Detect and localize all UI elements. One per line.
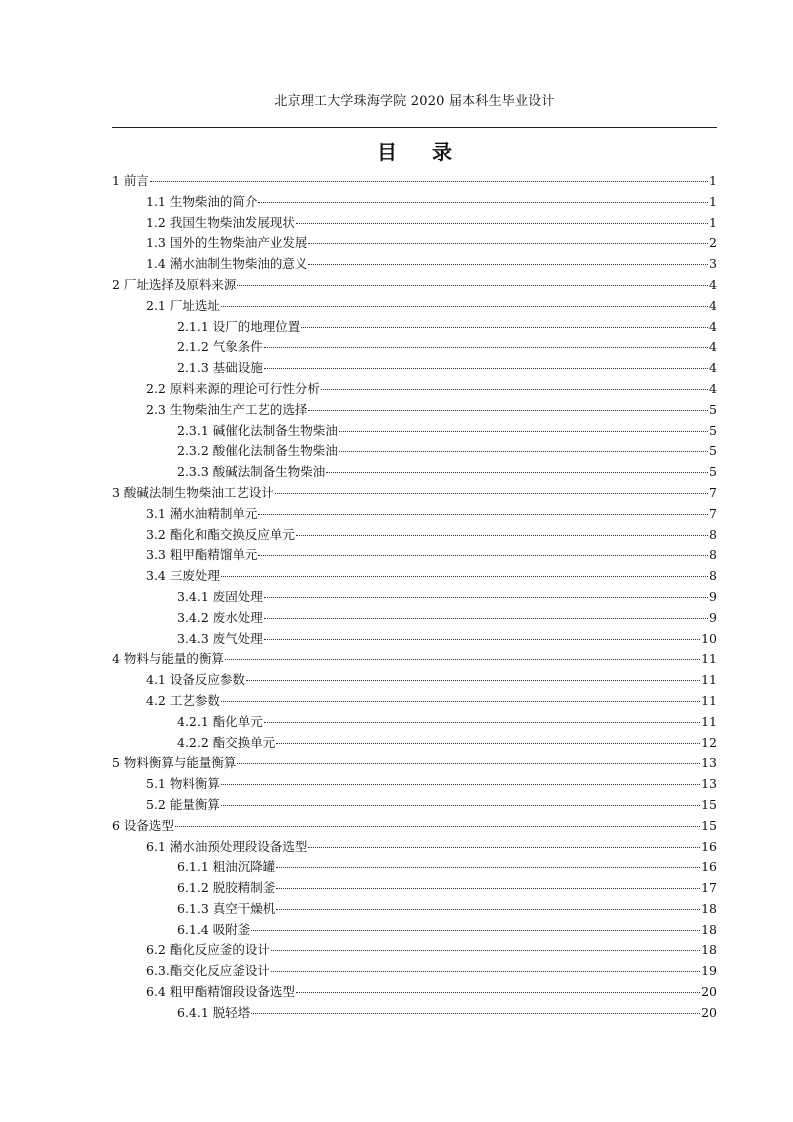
- toc-dot-leader: [276, 888, 700, 889]
- toc-entry-page: 3: [709, 256, 717, 272]
- table-of-contents: [112, 171, 717, 1024]
- toc-entry[interactable]: [112, 525, 717, 546]
- toc-entry[interactable]: [112, 566, 717, 587]
- toc-entry-page: 12: [701, 734, 717, 750]
- toc-entry-page: 11: [701, 713, 717, 729]
- toc-entry-label: 6.4.1 脱轻塔: [177, 1004, 251, 1020]
- toc-dot-leader: [258, 514, 708, 515]
- toc-entry-label: 6.1.1 粗油沉降罐: [177, 859, 276, 875]
- toc-entry-page: 5: [709, 464, 717, 480]
- toc-dot-leader: [308, 847, 700, 848]
- toc-entry-label: 6.1.2 脱胶精制釜: [177, 880, 276, 896]
- toc-dot-leader: [308, 243, 708, 244]
- toc-entry-page: 18: [701, 942, 717, 958]
- toc-entry-page: 8: [709, 526, 717, 542]
- toc-entry[interactable]: [112, 816, 717, 837]
- toc-entry[interactable]: [112, 171, 717, 192]
- toc-entry[interactable]: [112, 961, 717, 982]
- toc-dot-leader: [308, 410, 708, 411]
- toc-entry-page: 9: [709, 609, 717, 625]
- toc-dot-leader: [258, 555, 708, 556]
- toc-dot-leader: [301, 327, 708, 328]
- toc-dot-leader: [264, 347, 708, 348]
- toc-entry-page: 4: [709, 360, 717, 376]
- toc-entry[interactable]: [112, 670, 717, 691]
- toc-entry[interactable]: [112, 254, 717, 275]
- toc-dot-leader: [339, 431, 708, 432]
- toc-entry-label: 2.3.1 碱催化法制备生物柴油: [177, 422, 338, 438]
- toc-entry-page: 5: [709, 401, 717, 417]
- toc-entry-label: 6.4 粗甲酯精馏段设备选型: [146, 984, 295, 1000]
- toc-entry-label: 4.2 工艺参数: [146, 692, 220, 708]
- toc-entry-page: 16: [701, 838, 717, 854]
- toc-entry[interactable]: [112, 878, 717, 899]
- toc-entry-page: 20: [701, 1004, 717, 1020]
- toc-entry-page: 4: [709, 380, 717, 396]
- toc-entry-label: 6.1 潲水油预处理段设备选型: [146, 838, 308, 854]
- toc-entry-label: 3.1 潲水油精制单元: [146, 505, 258, 521]
- toc-entry-page: 7: [709, 505, 717, 521]
- toc-dot-leader: [264, 639, 700, 640]
- toc-entry-label: 4.2.2 酯交换单元: [177, 734, 276, 750]
- toc-dot-leader: [264, 368, 708, 369]
- toc-dot-leader: [264, 597, 708, 598]
- toc-entry[interactable]: [112, 691, 717, 712]
- toc-entry[interactable]: [112, 1003, 717, 1024]
- toc-entry[interactable]: [112, 712, 717, 733]
- toc-entry-page: 2: [709, 235, 717, 251]
- toc-dot-leader: [246, 680, 700, 681]
- toc-entry-page: 19: [701, 963, 717, 979]
- toc-dot-leader: [275, 493, 708, 494]
- toc-entry-label: 3.4.2 废水处理: [177, 609, 263, 625]
- toc-dot-leader: [339, 451, 708, 452]
- toc-entry[interactable]: [112, 587, 717, 608]
- toc-dot-leader: [264, 618, 708, 619]
- toc-entry-label: 6.2 酯化反应釜的设计: [146, 942, 270, 958]
- toc-entry-label: 2.1 厂址选址: [146, 297, 220, 313]
- toc-entry[interactable]: [112, 462, 717, 483]
- toc-entry-label: 2.3.2 酸催化法制备生物柴油: [177, 443, 338, 459]
- toc-entry-label: 2.1.1 设厂的地理位置: [177, 318, 301, 334]
- toc-entry-page: 7: [709, 484, 717, 500]
- toc-entry-label: 1 前言: [112, 173, 149, 188]
- toc-entry-label: 2 厂址选择及原料来源: [112, 276, 237, 292]
- toc-entry-page: 11: [701, 672, 717, 688]
- toc-dot-leader: [221, 701, 700, 702]
- toc-entry-page: 13: [701, 755, 717, 771]
- toc-entry-page: 13: [701, 776, 717, 792]
- toc-entry-label: 1.1 生物柴油的简介: [146, 193, 258, 209]
- toc-entry[interactable]: [112, 857, 717, 878]
- toc-entry-label: 4.1 设备反应参数: [146, 672, 245, 688]
- toc-entry-label: 6.1.4 吸附釜: [177, 921, 251, 937]
- toc-entry[interactable]: [112, 213, 717, 234]
- toc-entry-page: 4: [709, 276, 717, 292]
- toc-dot-leader: [321, 389, 708, 390]
- toc-entry[interactable]: [112, 337, 717, 358]
- toc-entry[interactable]: [112, 379, 717, 400]
- toc-entry-page: 4: [709, 318, 717, 334]
- toc-entry-label: 3.4.3 废气处理: [177, 630, 263, 646]
- toc-entry[interactable]: [112, 774, 717, 795]
- toc-entry[interactable]: [112, 400, 717, 421]
- toc-dot-leader: [264, 722, 700, 723]
- toc-entry-page: 15: [701, 817, 717, 833]
- toc-entry-label: 1.3 国外的生物柴油产业发展: [146, 235, 308, 251]
- toc-entry[interactable]: [112, 192, 717, 213]
- toc-entry[interactable]: [112, 275, 717, 296]
- toc-dot-leader: [251, 930, 700, 931]
- toc-entry-label: 5.1 物料衡算: [146, 776, 220, 792]
- toc-entry-label: 2.3.3 酸碱法制备生物柴油: [177, 464, 326, 480]
- toc-entry-page: 9: [709, 588, 717, 604]
- toc-dot-leader: [221, 576, 708, 577]
- toc-dot-leader: [150, 181, 708, 182]
- page-header: 北京理工大学珠海学院 2020 届本科生毕业设计: [274, 94, 555, 109]
- toc-entry-page: 1: [709, 193, 717, 209]
- toc-entry[interactable]: [112, 296, 717, 317]
- toc-entry-page: 1: [709, 214, 717, 230]
- toc-entry-label: 1.2 我国生物柴油发展现状: [146, 214, 295, 230]
- toc-entry-label: 3.4.1 废固处理: [177, 588, 263, 604]
- toc-entry-page: 20: [701, 984, 717, 1000]
- toc-entry[interactable]: [112, 441, 717, 462]
- toc-dot-leader: [251, 1013, 700, 1014]
- toc-dot-leader: [296, 992, 700, 993]
- toc-entry-label: 6 设备选型: [112, 817, 174, 833]
- toc-title: 目 录: [377, 140, 466, 164]
- toc-dot-leader: [276, 909, 700, 910]
- toc-entry-label: 2.1.3 基础设施: [177, 360, 263, 376]
- toc-entry[interactable]: [112, 317, 717, 338]
- toc-entry-page: 15: [701, 796, 717, 812]
- toc-entry-page: 11: [701, 651, 717, 667]
- toc-entry[interactable]: [112, 982, 717, 1003]
- toc-entry-label: 6.1.3 真空干燥机: [177, 900, 276, 916]
- toc-entry-label: 4.2.1 酯化单元: [177, 713, 263, 729]
- toc-entry[interactable]: [112, 504, 717, 525]
- toc-entry-label: 3.2 酯化和酯交换反应单元: [146, 526, 295, 542]
- toc-entry-label: 1.4 潲水油制生物柴油的意义: [146, 256, 308, 272]
- toc-entry-label: 2.2 原料来源的理论可行性分析: [146, 380, 320, 396]
- toc-entry[interactable]: [112, 483, 717, 504]
- toc-entry-page: 17: [701, 880, 717, 896]
- toc-dot-leader: [258, 202, 708, 203]
- toc-entry-page: 4: [709, 297, 717, 313]
- toc-entry[interactable]: [112, 837, 717, 858]
- toc-entry-label: 5.2 能量衡算: [146, 796, 220, 812]
- toc-entry[interactable]: [112, 629, 717, 650]
- toc-dot-leader: [296, 223, 708, 224]
- toc-entry-page: 11: [701, 692, 717, 708]
- toc-entry[interactable]: [112, 649, 717, 670]
- toc-entry[interactable]: [112, 545, 717, 566]
- toc-entry[interactable]: [112, 899, 717, 920]
- toc-entry-label: 3 酸碱法制生物柴油工艺设计: [112, 484, 274, 500]
- header-divider: [112, 127, 717, 128]
- toc-entry-label: 3.3 粗甲酯精馏单元: [146, 547, 258, 563]
- toc-entry-label: 6.3.酯交化反应釜设计: [146, 963, 270, 979]
- toc-entry-page: 5: [709, 422, 717, 438]
- toc-dot-leader: [221, 805, 700, 806]
- toc-entry-label: 3.4 三废处理: [146, 568, 220, 584]
- toc-entry[interactable]: [112, 233, 717, 254]
- toc-entry-page: 16: [701, 859, 717, 875]
- toc-dot-leader: [225, 659, 700, 660]
- toc-entry-label: 4 物料与能量的衡算: [112, 651, 224, 667]
- toc-dot-leader: [237, 763, 700, 764]
- toc-entry-label: 2.3 生物柴油生产工艺的选择: [146, 401, 308, 417]
- toc-dot-leader: [175, 826, 700, 827]
- toc-entry[interactable]: [112, 753, 717, 774]
- toc-dot-leader: [276, 743, 700, 744]
- toc-entry-label: 2.1.2 气象条件: [177, 339, 263, 355]
- toc-entry[interactable]: [112, 940, 717, 961]
- toc-dot-leader: [221, 306, 708, 307]
- toc-dot-leader: [276, 867, 700, 868]
- toc-dot-leader: [237, 285, 708, 286]
- toc-dot-leader: [271, 950, 700, 951]
- toc-entry-page: 8: [709, 568, 717, 584]
- toc-entry[interactable]: [112, 733, 717, 754]
- toc-entry-page: 8: [709, 547, 717, 563]
- toc-entry[interactable]: [112, 358, 717, 379]
- toc-entry[interactable]: [112, 421, 717, 442]
- toc-entry-page: 18: [701, 900, 717, 916]
- toc-entry[interactable]: [112, 920, 717, 941]
- toc-entry-page: 10: [701, 630, 717, 646]
- toc-entry-page: 18: [701, 921, 717, 937]
- toc-entry-page: 1: [709, 173, 717, 188]
- toc-dot-leader: [271, 971, 700, 972]
- toc-dot-leader: [221, 784, 700, 785]
- toc-entry-page: 5: [709, 443, 717, 459]
- toc-entry[interactable]: [112, 608, 717, 629]
- toc-entry-page: 4: [709, 339, 717, 355]
- toc-dot-leader: [326, 472, 708, 473]
- toc-entry-label: 5 物料衡算与能量衡算: [112, 755, 237, 771]
- toc-dot-leader: [296, 535, 708, 536]
- toc-entry[interactable]: [112, 795, 717, 816]
- toc-dot-leader: [308, 264, 708, 265]
